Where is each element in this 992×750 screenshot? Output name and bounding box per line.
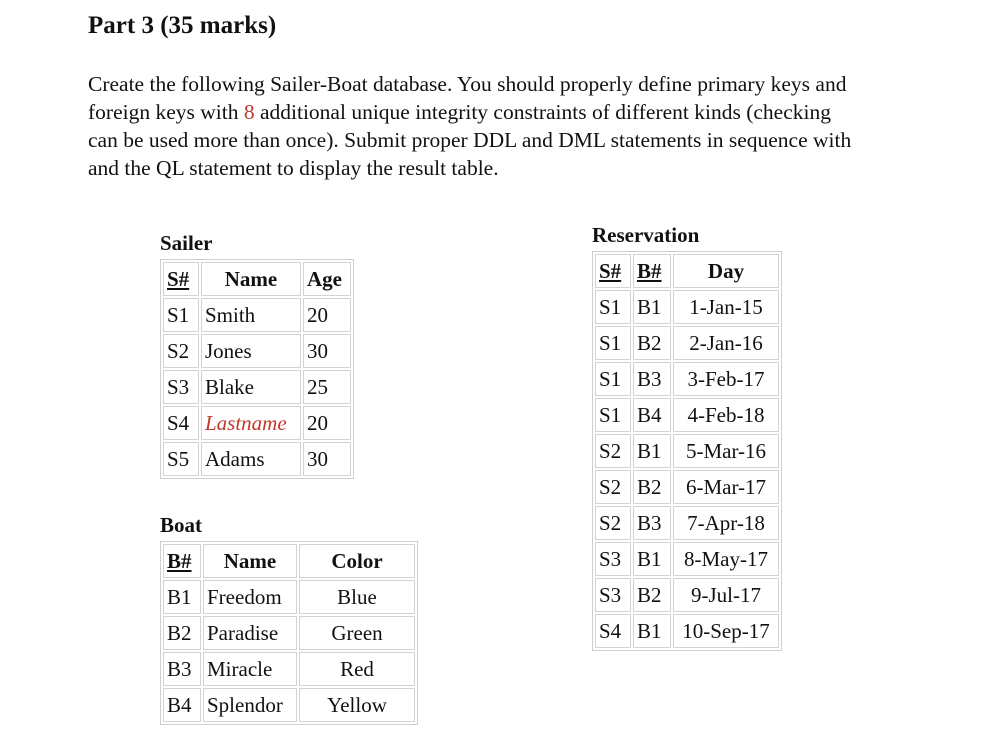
sailer-cell-sid: S4: [163, 406, 199, 440]
reservation-cell-bid: B1: [633, 614, 671, 648]
sailer-cell-name: Smith: [201, 298, 301, 332]
sailer-cell-name: Jones: [201, 334, 301, 368]
boat-header-bid: [163, 544, 201, 578]
table-row: [163, 334, 351, 368]
boat-cell-name: Freedom: [203, 580, 297, 614]
table-row: [595, 326, 779, 360]
reservation-cell-bid: B2: [633, 470, 671, 504]
instructions-line-3: can be used more than once). Submit proper DDL and DML statements in sequence with: [88, 128, 852, 152]
instructions-line-4: and the QL statement to display the result table.: [88, 156, 499, 180]
reservation-table: [592, 251, 782, 651]
reservation-cell-sid: S4: [595, 614, 631, 648]
sailer-cell-sid: S3: [163, 370, 199, 404]
boat-header-row: [163, 544, 415, 578]
reservation-cell-sid: S3: [595, 542, 631, 576]
sailer-cell-age: 20: [303, 298, 351, 332]
table-row: [163, 688, 415, 722]
sailer-cell-age: 25: [303, 370, 351, 404]
boat-cell-color: Green: [299, 616, 415, 650]
sailer-header-sid: [163, 262, 199, 296]
reservation-cell-bid: B1: [633, 290, 671, 324]
table-row: [163, 442, 351, 476]
table-row: [163, 370, 351, 404]
reservation-caption: Reservation: [592, 223, 700, 247]
sailer-header-name: Name: [201, 262, 301, 296]
boat-header-bid-label: B#: [167, 548, 192, 573]
sailer-cell-age: 30: [303, 334, 351, 368]
reservation-cell-sid: S2: [595, 506, 631, 540]
instructions-paragraph: [88, 70, 968, 182]
instructions-line-2: [88, 98, 968, 126]
reservation-cell-day: 10-Sep-17: [673, 614, 779, 648]
table-row: [163, 406, 351, 440]
boat-header-color: Color: [299, 544, 415, 578]
reservation-cell-sid: S1: [595, 290, 631, 324]
sailer-cell-name: Adams: [201, 442, 301, 476]
sailer-cell-name-placeholder: Lastname: [201, 406, 301, 440]
boat-table: [160, 541, 418, 725]
sailer-cell-age: 20: [303, 406, 351, 440]
sailer-cell-sid: S2: [163, 334, 199, 368]
reservation-cell-day: 2-Jan-16: [673, 326, 779, 360]
reservation-header-sid-label: S#: [599, 258, 622, 283]
table-row: [163, 580, 415, 614]
table-row: [595, 506, 779, 540]
sailer-caption: Sailer: [160, 231, 213, 255]
boat-caption: Boat: [160, 513, 202, 537]
boat-cell-name: Miracle: [203, 652, 297, 686]
table-row: [595, 542, 779, 576]
boat-cell-bid: B4: [163, 688, 201, 722]
reservation-cell-sid: S1: [595, 362, 631, 396]
table-row: [595, 434, 779, 468]
reservation-header-sid: [595, 254, 631, 288]
boat-cell-color: Red: [299, 652, 415, 686]
table-row: [595, 578, 779, 612]
reservation-cell-day: 6-Mar-17: [673, 470, 779, 504]
sailer-cell-sid: S1: [163, 298, 199, 332]
reservation-header-bid-label: B#: [637, 258, 662, 283]
reservation-header-row: [595, 254, 779, 288]
reservation-cell-bid: B2: [633, 326, 671, 360]
reservation-cell-bid: B4: [633, 398, 671, 432]
reservation-cell-day: 1-Jan-15: [673, 290, 779, 324]
sailer-cell-age: 30: [303, 442, 351, 476]
part-title: Part 3 (35 marks): [88, 12, 277, 39]
instructions-line-2-end: additional unique integrity constraints of different kinds (checking: [254, 100, 831, 124]
reservation-cell-day: 4-Feb-18: [673, 398, 779, 432]
reservation-cell-sid: S1: [595, 398, 631, 432]
reservation-cell-bid: B1: [633, 434, 671, 468]
sailer-cell-name: Blake: [201, 370, 301, 404]
sailer-header-age: Age: [303, 262, 351, 296]
reservation-cell-sid: S1: [595, 326, 631, 360]
sailer-table: [160, 259, 354, 479]
reservation-cell-bid: B1: [633, 542, 671, 576]
constraint-count: 8: [243, 100, 255, 124]
sailer-header-row: [163, 262, 351, 296]
table-row: [163, 298, 351, 332]
reservation-cell-bid: B3: [633, 506, 671, 540]
table-row: [595, 290, 779, 324]
boat-cell-bid: B3: [163, 652, 201, 686]
boat-cell-bid: B1: [163, 580, 201, 614]
boat-header-name: Name: [203, 544, 297, 578]
table-row: [595, 398, 779, 432]
boat-cell-name: Paradise: [203, 616, 297, 650]
instructions-line-1: Create the following Sailer-Boat database. You should properly define primary keys and: [88, 72, 847, 96]
table-row: [595, 362, 779, 396]
reservation-cell-sid: S2: [595, 470, 631, 504]
reservation-cell-day: 7-Apr-18: [673, 506, 779, 540]
boat-cell-bid: B2: [163, 616, 201, 650]
reservation-cell-sid: S2: [595, 434, 631, 468]
reservation-cell-day: 5-Mar-16: [673, 434, 779, 468]
table-row: [595, 470, 779, 504]
boat-cell-color: Yellow: [299, 688, 415, 722]
instructions-line-2-start: foreign keys with: [88, 100, 244, 124]
reservation-header-day: Day: [673, 254, 779, 288]
reservation-cell-day: 9-Jul-17: [673, 578, 779, 612]
reservation-header-bid: [633, 254, 671, 288]
table-row: [163, 616, 415, 650]
reservation-cell-day: 3-Feb-17: [673, 362, 779, 396]
sailer-cell-sid: S5: [163, 442, 199, 476]
reservation-cell-sid: S3: [595, 578, 631, 612]
table-row: [595, 614, 779, 648]
sailer-header-sid-label: S#: [167, 266, 190, 291]
reservation-cell-bid: B2: [633, 578, 671, 612]
reservation-cell-bid: B3: [633, 362, 671, 396]
reservation-cell-day: 8-May-17: [673, 542, 779, 576]
table-row: [163, 652, 415, 686]
boat-cell-name: Splendor: [203, 688, 297, 722]
boat-cell-color: Blue: [299, 580, 415, 614]
